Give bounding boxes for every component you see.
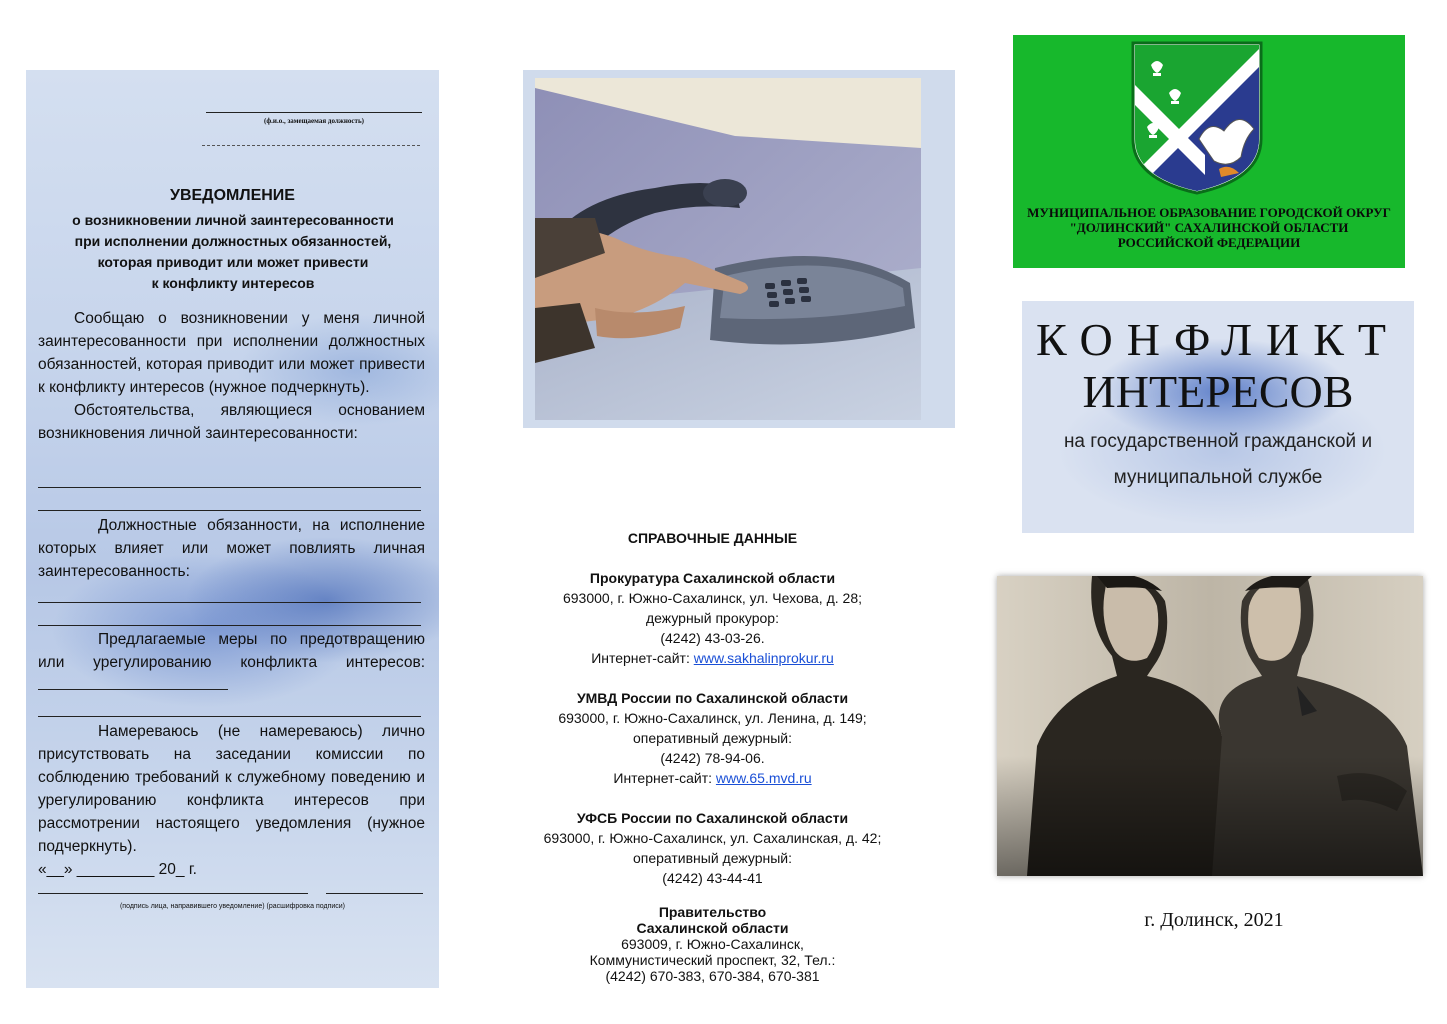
prokuratura-site-row xyxy=(500,648,925,668)
ufsb-duty: оперативный дежурный: xyxy=(632,850,793,866)
contacts-heading: СПРАВОЧНЫЕ ДАННЫЕ xyxy=(627,530,798,546)
men-photo-frame xyxy=(997,576,1423,876)
gov-phones: (4242) 670-383, 670-384, 670-381 xyxy=(605,968,820,984)
umvd-phone: (4242) 78-94-06. xyxy=(660,750,765,766)
site-label: Интернет-сайт: xyxy=(591,650,694,666)
fill-line xyxy=(38,510,421,511)
fio-caption: (ф.и.о., замещаемая должность) xyxy=(264,117,364,125)
form-body-duties xyxy=(38,514,425,583)
gov-name-2: Сахалинской области xyxy=(636,920,789,936)
contacts-section xyxy=(500,528,925,984)
title-line-1: КОНФЛИКТ xyxy=(1035,314,1401,365)
ufsb-address: 693000, г. Южно-Сахалинск, ул. Сахалинская, д. 42; xyxy=(543,830,882,846)
fio-line xyxy=(206,112,422,113)
umvd-duty: оперативный дежурный: xyxy=(632,730,793,746)
gov-address-2: Коммунистический проспект, 32, Тел.: xyxy=(589,952,836,968)
municipal-emblem-banner xyxy=(1013,35,1405,268)
municipal-name xyxy=(1013,205,1405,250)
form-title: УВЕДОМЛЕНИЕ xyxy=(170,187,295,204)
umvd-name: УМВД России по Сахалинской области xyxy=(576,690,849,706)
city-year: г. Долинск, 2021 xyxy=(1144,909,1284,931)
gov-address-1: 693009, г. Южно-Сахалинск, xyxy=(621,936,804,952)
signature-decode-line xyxy=(326,893,423,894)
subtitle-line: к конфликту интересов xyxy=(151,275,315,291)
fill-line xyxy=(38,677,228,690)
form-paragraph: Обстоятельства, являющиеся основанием возникновения личной заинтересованности: xyxy=(38,402,425,442)
prokuratura-site-link[interactable]: www.sakhalinprokur.ru xyxy=(693,650,834,666)
prokuratura-name: Прокуратура Сахалинской области xyxy=(589,570,836,586)
measures-text: Предлагаемые меры по предотвращению или урегулированию конфликта интересов: xyxy=(38,631,425,671)
back-to-back-men-photo xyxy=(997,576,1423,876)
emblem-line: РОССИЙСКОЙ ФЕДЕРАЦИИ xyxy=(1117,235,1301,250)
signature-line xyxy=(38,893,308,894)
form-paragraph: Сообщаю о возникновении у меня личной заинтересованности при исполнении должностных обязанностей, которая приводит или может привести к конфликту интересов (нужное подчеркнуть). xyxy=(38,310,425,396)
signature-caption: (подпись лица, направившего уведомление) (расшифровка подписи) xyxy=(119,903,346,910)
subtitle-line: муниципальной службе xyxy=(1113,467,1323,488)
emblem-line: МУНИЦИПАЛЬНОЕ ОБРАЗОВАНИЕ ГОРОДСКОЙ ОКРУГ xyxy=(1027,205,1391,220)
date-line: «__» _________ 20_ г. xyxy=(38,861,197,878)
telephone-photo xyxy=(535,78,921,420)
umvd-address: 693000, г. Южно-Сахалинск, ул. Ленина, д. 149; xyxy=(558,710,867,726)
fill-line xyxy=(38,625,421,626)
phone-photo-frame xyxy=(523,70,955,428)
fill-line xyxy=(38,602,421,603)
subtitle-line: о возникновении личной заинтересованности xyxy=(72,212,394,228)
prokuratura-phone: (4242) 43-03-26. xyxy=(660,630,765,646)
umvd-site-link[interactable]: www.65.mvd.ru xyxy=(715,770,812,786)
ufsb-phone: (4242) 43-44-41 xyxy=(662,870,763,886)
title-line-2: ИНТЕРЕСОВ xyxy=(1082,366,1354,417)
site-label: Интернет-сайт: xyxy=(613,770,716,786)
fill-line xyxy=(38,487,421,488)
fill-line xyxy=(38,716,421,717)
form-body-intent xyxy=(38,720,425,881)
fio-dash-line xyxy=(202,145,420,146)
notification-form-panel xyxy=(26,70,439,988)
emblem-line: "ДОЛИНСКИЙ" САХАЛИНСКОЙ ОБЛАСТИ xyxy=(1069,220,1349,235)
subtitle-line: которая приводит или может привести xyxy=(97,254,369,270)
form-paragraph: Должностные обязанности, на исполнение которых влияет или может повлиять личная заинтересованность: xyxy=(38,517,425,580)
form-paragraph xyxy=(38,628,425,697)
umvd-site-row xyxy=(500,768,925,788)
gov-name-1: Правительство xyxy=(658,904,767,920)
prokuratura-duty: дежурный прокурор: xyxy=(646,610,779,626)
prokuratura-address: 693000, г. Южно-Сахалинск, ул. Чехова, д. 28; xyxy=(562,590,862,606)
form-body-top xyxy=(38,307,425,445)
form-paragraph: Намереваюсь (не намереваюсь) лично присутствовать на заседании комиссии по соблюдению требований к служебному поведению и урегулированию конфликта интересов при рассмотрении настоящего уведомления (нужное подчеркнуть). xyxy=(38,723,425,855)
subtitle-line: при исполнении должностных обязанностей, xyxy=(74,233,392,249)
form-body-measures xyxy=(38,628,425,697)
ufsb-name: УФСБ России по Сахалинской области xyxy=(576,810,849,826)
title-subtitle xyxy=(1022,424,1414,496)
form-subtitle xyxy=(40,210,426,294)
coat-of-arms-shield-icon xyxy=(1129,39,1265,195)
subtitle-line: на государственной гражданской и xyxy=(1063,431,1373,452)
brochure-title-box xyxy=(1022,301,1414,533)
